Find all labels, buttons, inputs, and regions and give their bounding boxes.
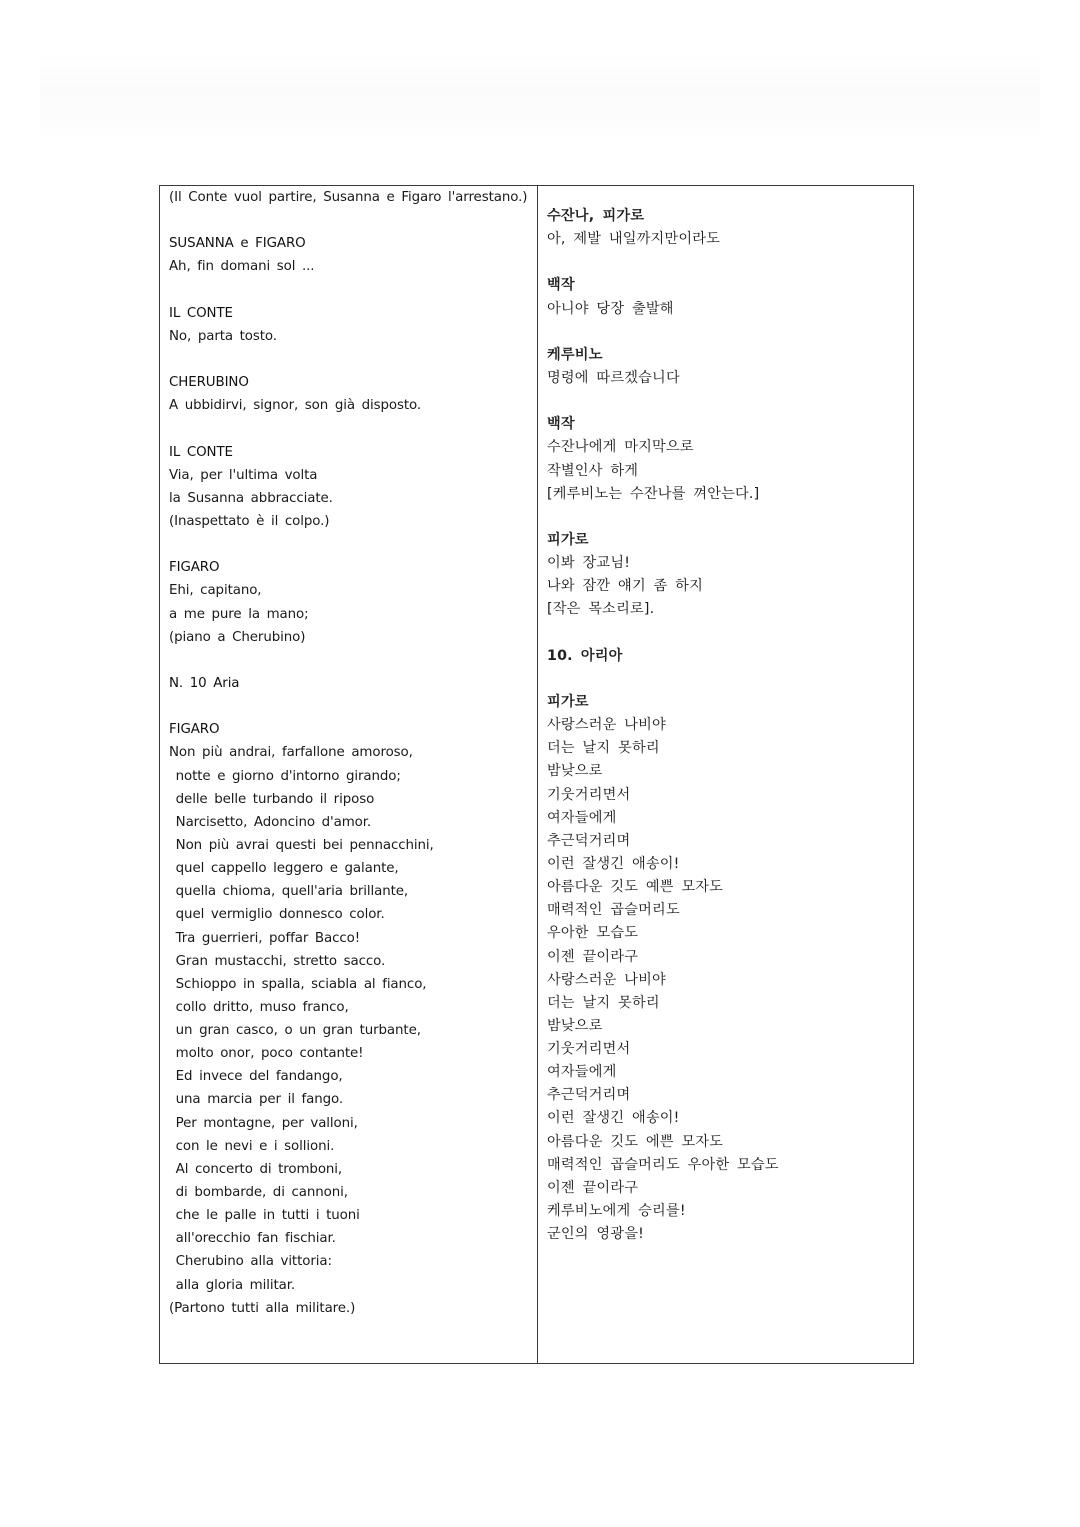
speaker-heading: 백작	[547, 416, 575, 433]
verse-line: 기웃거리면서	[547, 786, 631, 803]
verse-line: 명령에 따르겠습니다	[547, 369, 680, 386]
verse-line: 매력적인 곱슬머리도 우아한 모습도	[547, 1156, 779, 1173]
verse-line: Tra guerrieri, poffar Bacco!	[169, 930, 360, 946]
verse-line: di bombarde, di cannoni,	[169, 1185, 348, 1201]
verse-line: Narcisetto, Adoncino d'amor.	[169, 814, 372, 830]
scan-noise-header	[40, 52, 1040, 142]
verse-line: notte e giorno d'intorno girando;	[169, 768, 401, 784]
stage-direction: (Inaspettato è il colpo.)	[169, 513, 330, 529]
blank-line	[547, 321, 907, 344]
korean-column	[538, 186, 913, 1363]
verse-line: 나와 잠깐 얘기 좀 하지	[547, 578, 703, 595]
verse-line: 아름다운 깃도 예쁜 모자도	[547, 879, 724, 896]
verse-line: Ed invece del fandango,	[169, 1069, 343, 1085]
speaker-heading: IL CONTE	[169, 305, 233, 321]
verse-line: 군인의 영광을!	[547, 1226, 645, 1243]
verse-line: 밤낮으로	[547, 1017, 603, 1034]
speaker-heading: SUSANNA e FIGARO	[169, 236, 306, 252]
speaker-heading: IL CONTE	[169, 444, 233, 460]
verse-line: Ehi, capitano,	[169, 583, 262, 599]
speaker-heading: FIGARO	[169, 722, 220, 738]
verse-line: Ah, fin domani sol ...	[169, 259, 315, 275]
verse-line: 우아한 모습도	[547, 925, 639, 942]
verse-line: all'orecchio fan fischiar.	[169, 1231, 336, 1247]
blank-line	[547, 668, 907, 691]
verse-line: quel cappello leggero e galante,	[169, 861, 399, 877]
blank-line	[169, 209, 531, 232]
verse-line: molto onor, poco contante!	[169, 1046, 364, 1062]
verse-line: 아니야 당장 출발해	[547, 300, 674, 317]
verse-line: 이런 잘생긴 애송이!	[547, 855, 680, 872]
verse-line: 밤낮으로	[547, 763, 603, 780]
verse-line: 사랑스러운 나비야	[547, 971, 666, 988]
verse-line: Non più andrai, farfallone amoroso,	[169, 745, 413, 761]
stage-direction: [작은 목소리로].	[547, 601, 655, 618]
speaker-heading: 피가로	[547, 693, 589, 710]
verse-line: collo dritto, muso franco,	[169, 999, 349, 1015]
italian-column	[160, 186, 538, 1363]
verse-line: 매력적인 곱슬머리도	[547, 902, 680, 919]
speaker-heading: 수잔나, 피가로	[547, 208, 645, 224]
verse-line: la Susanna abbracciate.	[169, 490, 333, 506]
verse-line: un gran casco, o un gran turbante,	[169, 1023, 421, 1039]
libretto-table	[159, 185, 914, 1364]
blank-line	[169, 348, 531, 371]
verse-line: 추근덕거리며	[547, 832, 631, 849]
verse-line: 이젠 끝이라구	[547, 948, 639, 965]
verse-line: 케루비노에게 승리를!	[547, 1203, 686, 1220]
verse-line: con le nevi e i sollioni.	[169, 1138, 335, 1154]
speaker-heading: 백작	[547, 277, 575, 294]
blank-line	[169, 695, 531, 718]
verse-line: a me pure la mano;	[169, 606, 309, 622]
blank-line	[547, 251, 907, 274]
blank-line	[169, 417, 531, 440]
verse-line: Non più avrai questi bei pennacchini,	[169, 837, 434, 853]
verse-line: 이젠 끝이라구	[547, 1179, 639, 1196]
blank-line	[169, 649, 531, 672]
verse-line: 더는 날지 못하리	[547, 740, 660, 757]
verse-line: 더는 날지 못하리	[547, 994, 660, 1011]
verse-line: Gran mustacchi, stretto sacco.	[169, 953, 386, 969]
verse-line: Al concerto di tromboni,	[169, 1161, 343, 1177]
verse-line: 이봐 장교님!	[547, 555, 631, 572]
blank-line	[547, 506, 907, 529]
speaker-heading: FIGARO	[169, 560, 220, 576]
speaker-heading: 피가로	[547, 531, 589, 548]
verse-line: Schioppo in spalla, sciabla al fianco,	[169, 976, 427, 992]
verse-line: 아름다운 깃도 에쁜 모자도	[547, 1133, 724, 1150]
verse-line: 여자들에게	[547, 1064, 617, 1081]
verse-line: 아, 제발 내일까지만이라도	[547, 231, 721, 248]
verse-line: 수잔나에게 마지막으로	[547, 439, 694, 456]
verse-line: quel vermiglio donnesco color.	[169, 907, 385, 923]
blank-line	[169, 533, 531, 556]
verse-line: alla gloria militar.	[169, 1277, 296, 1293]
verse-line: 이런 잘생긴 애송이!	[547, 1110, 680, 1127]
verse-line: una marcia per il fango.	[169, 1092, 344, 1108]
verse-line: Via, per l'ultima volta	[169, 467, 318, 483]
verse-line: 사랑스러운 나비야	[547, 717, 666, 734]
verse-line: 여자들에게	[547, 809, 617, 826]
verse-line: quella chioma, quell'aria brillante,	[169, 884, 409, 900]
verse-line: No, parta tosto.	[169, 328, 277, 344]
speaker-heading: 케루비노	[547, 346, 603, 363]
verse-line: Cherubino alla vittoria:	[169, 1254, 332, 1270]
verse-line: 작별인사 하게	[547, 462, 639, 479]
verse-line: A ubbidirvi, signor, son già disposto.	[169, 398, 422, 414]
blank-line	[547, 622, 907, 645]
verse-line: 기웃거리면서	[547, 1041, 631, 1058]
verse-line: 추근덕거리며	[547, 1087, 631, 1104]
stage-direction: (Partono tutti alla militare.)	[169, 1300, 356, 1316]
speaker-heading: N. 10 Aria	[169, 675, 240, 691]
stage-direction: (Il Conte vuol partire, Susanna e Figaro l'arrestano.)	[169, 190, 528, 205]
blank-line	[547, 390, 907, 413]
verse-line: che le palle in tutti i tuoni	[169, 1208, 360, 1224]
stage-direction: (piano a Cherubino)	[169, 629, 306, 645]
speaker-heading: CHERUBINO	[169, 375, 249, 391]
verse-line: Per montagne, per valloni,	[169, 1115, 358, 1131]
stage-direction: [케루비노는 수잔나를 껴안는다.]	[547, 485, 760, 502]
verse-line: delle belle turbando il riposo	[169, 791, 375, 807]
speaker-heading: 10. 아리아	[547, 647, 623, 664]
blank-line	[169, 279, 531, 302]
